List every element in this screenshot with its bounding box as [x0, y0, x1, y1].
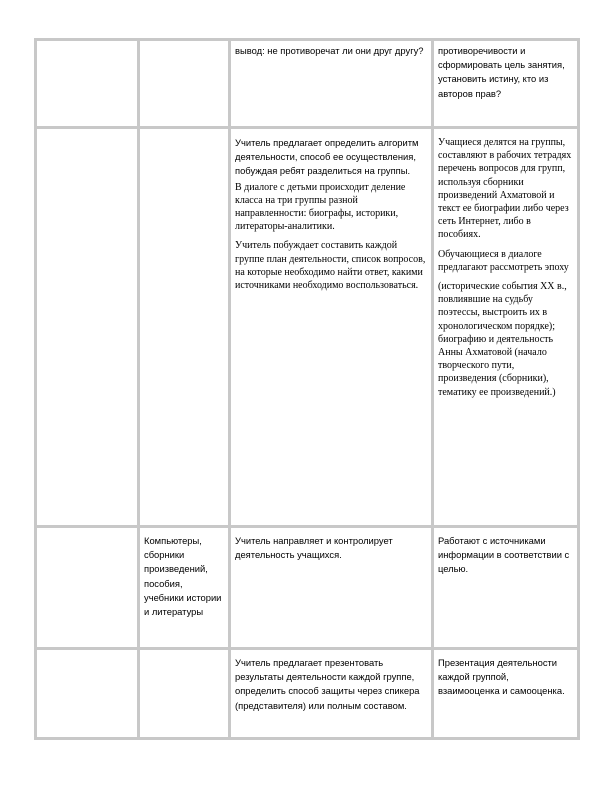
cell-teacher-activity: [230, 128, 433, 527]
cell-paragraph: Учитель побуждает составить каждой группе план деятельности, список вопросов, на которые необходимо найти ответ, какими источниками необходимо воспользоваться.: [235, 240, 426, 292]
cell-stage: [36, 128, 139, 527]
cell-stage: [36, 649, 139, 739]
cell-resources: [139, 40, 230, 128]
cell-student-activity: [433, 40, 579, 128]
cell-student-activity: [433, 128, 579, 527]
cell-paragraph: Учащиеся делятся на группы, составляют в рабочих тетрадях перечень вопросов для групп, используя сборники произведений Ахматовой и текст ее биографии либо через сеть Интернет, либо в пособиях.: [438, 137, 572, 241]
cell-student-activity: [433, 649, 579, 739]
cell-paragraph: Обучающиеся в диалоге предлагают рассмотреть эпоху: [438, 248, 569, 273]
cell-paragraph: Презентация деятельности каждой группой, взаимооценка и самооценка.: [438, 657, 565, 697]
cell-paragraph: вывод: не противоречат ли они друг другу?: [235, 45, 424, 56]
cell-stage: [36, 40, 139, 128]
cell-paragraph: Учитель направляет и контролирует деятельность учащихся.: [235, 535, 393, 561]
cell-paragraph: Учитель предлагает презентовать результаты деятельности каждой группе, определить способ защиты через спикера (представителя) или полным составом.: [235, 657, 420, 711]
cell-paragraph: (исторические события XX в., повлиявшие на судьбу поэтессы, выстроить их в хронологическом порядке); биографию и деятельность Анны Ахматовой (начало творческого пути, произведения (сборники), тематику ее произведений.): [438, 281, 567, 398]
cell-stage: [36, 527, 139, 649]
table-row: [36, 128, 579, 527]
cell-resources: [139, 527, 230, 649]
cell-teacher-activity: [230, 649, 433, 739]
cell-resources: [139, 649, 230, 739]
cell-teacher-activity: [230, 40, 433, 128]
cell-paragraph: противоречивости и сформировать цель занятия, установить истину, кто из авторов прав?: [438, 45, 565, 99]
cell-paragraph: В диалоге с детьми происходит деление класса на три группы разной направленности: биографы, историки, литераторы-аналитики.: [235, 181, 406, 233]
cell-resources: [139, 128, 230, 527]
cell-paragraph: Работают с источниками информации в соответствии с целью.: [438, 535, 570, 575]
lesson-plan-table: [34, 38, 580, 740]
table-row: [36, 649, 579, 739]
cell-teacher-activity: [230, 527, 433, 649]
cell-paragraph: Учитель предлагает определить алгоритм деятельности, способ ее осуществления, побуждая ребят разделиться на группы.: [235, 137, 419, 177]
table-row: [36, 40, 579, 128]
cell-student-activity: [433, 527, 579, 649]
cell-paragraph: Компьютеры, сборники произведений, пособия, учебники истории и литературы: [144, 535, 222, 618]
table-row: [36, 527, 579, 649]
